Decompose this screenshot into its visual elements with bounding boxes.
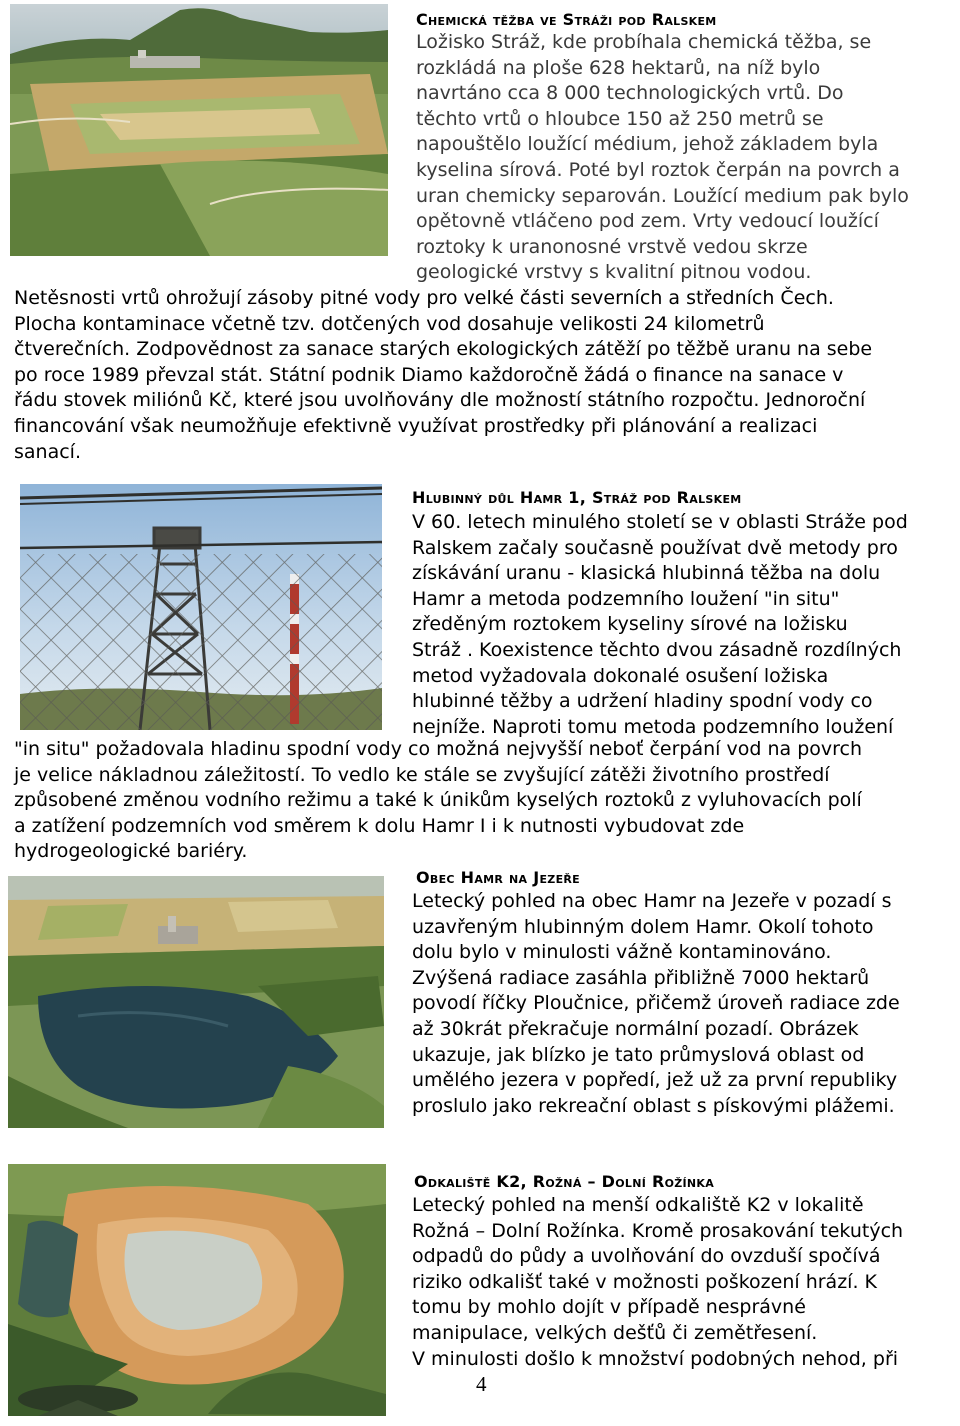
- text-line: je velice nákladnou záležitostí. To vedlo ke stále se zvyšující zátěži životního prostředí: [14, 763, 830, 786]
- text-line: po roce 1989 převzal stát. Státní podnik Diamo každoročně žádá o finance na sanace v: [14, 363, 844, 386]
- text-line: hydrogeologické bariéry.: [14, 840, 248, 863]
- paragraph-chemical-mining-full: [14, 286, 872, 465]
- text-line: opětovně vtláčeno pod zem. Vrty vedoucí loužící: [416, 210, 879, 233]
- text-line: roztoky k uranonosné vrstvě vedou skrze: [416, 235, 808, 258]
- text-line: sanací.: [14, 440, 81, 463]
- section-title-hamr-mine: Hlubinný důl Hamr 1, Stráž pod Ralskem: [412, 488, 742, 507]
- text-line: Rožná – Dolní Rožínka. Kromě prosakování tekutých: [412, 1219, 904, 1242]
- photo-hamr-na-jezere-aerial: [8, 876, 384, 1128]
- text-line: riziko odkališť také v možnosti poškození hrází. K: [412, 1270, 877, 1293]
- text-line: Ralskem začaly současně používat dvě metody pro: [412, 536, 898, 559]
- paragraph-odkaliste-k2: [412, 1193, 903, 1372]
- text-line: Hamr a metoda podzemního loužení "in situ": [412, 587, 840, 610]
- text-line: Zvýšená radiace zasáhla přibližně 7000 hektarů: [412, 966, 870, 989]
- photo-odkaliste-k2-aerial: [8, 1164, 386, 1416]
- text-line: uzavřeným hlubinným dolem Hamr. Okolí tohoto: [412, 915, 874, 938]
- text-line: Letecký pohled na obec Hamr na Jezeře v pozadí s: [412, 890, 892, 912]
- photo-hamr-mine-headframe: [20, 484, 382, 730]
- paragraph-hamr-na-jezere: [412, 889, 900, 1119]
- text-line: řádu stovek miliónů Kč, které jsou uvolňovány dle možností státního rozpočtu. Jednoroční: [14, 389, 866, 412]
- text-line: Netěsnosti vrtů ohrožují zásoby pitné vody pro velké části severních a středních Čech.: [14, 287, 834, 309]
- text-line: geologické vrstvy s kvalitní pitnou vodou.: [416, 261, 812, 284]
- text-line: získávání uranu - klasická hlubinná těžba na dolu: [412, 562, 881, 585]
- text-line: rozkládá na ploše 628 hektarů, na níž bylo: [416, 56, 821, 79]
- text-line: čtverečních. Zodpovědnost za sanace starých ekologických zátěží po těžbě uranu na sebe: [14, 338, 873, 361]
- text-line: napouštělo loužící médium, jehož základem byla: [416, 133, 879, 156]
- text-line: dolu bylo v minulosti vážně kontaminováno.: [412, 941, 832, 964]
- text-line: umělého jezera v popředí, jež už za první republiky: [412, 1069, 898, 1092]
- text-line: V 60. letech minulého století se v oblasti Stráže pod: [412, 511, 908, 533]
- text-line: Stráž . Koexistence těchto dvou zásadně rozdílných: [412, 638, 902, 661]
- text-line: manipulace, velkých dešťů či zemětřesení.: [412, 1321, 818, 1344]
- photo-straz-leaching-fields: [10, 4, 388, 256]
- text-line: povodí říčky Ploučnice, přičemž úroveň radiace zde: [412, 992, 900, 1015]
- text-line: tomu by mohlo dojít v případě nesprávné: [412, 1296, 806, 1319]
- text-line: V minulosti došlo k množství podobných nehod, při: [412, 1347, 899, 1370]
- text-line: navrtáno cca 8 000 technologických vrtů. Do: [416, 82, 844, 105]
- text-line: Letecký pohled na menší odkaliště K2 v lokalitě: [412, 1194, 864, 1216]
- text-line: ukazuje, jak blízko je tato průmyslová oblast od: [412, 1043, 865, 1066]
- text-line: uran chemicky separován. Loužící medium pak bylo: [416, 184, 909, 207]
- text-line: a zatížení podzemních vod směrem k dolu Hamr I i k nutnosti vybudovat zde: [14, 814, 745, 837]
- page-number: 4: [476, 1372, 487, 1396]
- text-line: hlubinné těžby a udržení hladiny spodní vody co: [412, 690, 873, 713]
- text-line: proslulo jako rekreační oblast s pískovými plážemi.: [412, 1094, 895, 1117]
- section-title-odkaliste-k2: Odkaliště K2, Rožná – Dolní Rožínka: [414, 1172, 715, 1191]
- paragraph-chemical-mining-side: [416, 30, 909, 286]
- text-line: odpadů do půdy a uvolňování do ovzduší spočívá: [412, 1245, 881, 1268]
- text-line: Plocha kontaminace včetně tzv. dotčených vod dosahuje velikosti 24 kilometrů: [14, 312, 765, 335]
- text-line: způsobené změnou vodního režimu a také k únikům kyselých roztoků z vyluhovacích polí: [14, 789, 862, 812]
- paragraph-hamr-mine-side: [412, 510, 908, 740]
- text-line: Ložisko Stráž, kde probíhala chemická těžba, se: [416, 31, 872, 53]
- paragraph-hamr-mine-full: [14, 737, 862, 865]
- text-line: metod vyžadovala dokonalé osušení ložiska: [412, 664, 829, 687]
- text-line: těchto vrtů o hloubce 150 až 250 metrů se: [416, 107, 824, 130]
- section-title-chemical-mining: Chemická těžba ve Stráži pod Ralskem: [416, 10, 717, 29]
- text-line: kyselina sírová. Poté byl roztok čerpán na povrch a: [416, 158, 900, 181]
- text-line: až 30krát překračuje normální pozadí. Obrázek: [412, 1017, 859, 1040]
- section-title-hamr-na-jezere: Obec Hamr na Jezeře: [416, 868, 580, 887]
- text-line: zředěným roztokem kyseliny sírové na ložisku: [412, 613, 848, 636]
- text-line: financování však neumožňuje efektivně využívat prostředky při plánování a realizaci: [14, 414, 818, 437]
- text-line: nejníže. Naproti tomu metoda podzemního loužení: [412, 715, 894, 738]
- text-line: "in situ" požadovala hladinu spodní vody co možná nejvyšší neboť čerpání vod na povrch: [14, 738, 863, 760]
